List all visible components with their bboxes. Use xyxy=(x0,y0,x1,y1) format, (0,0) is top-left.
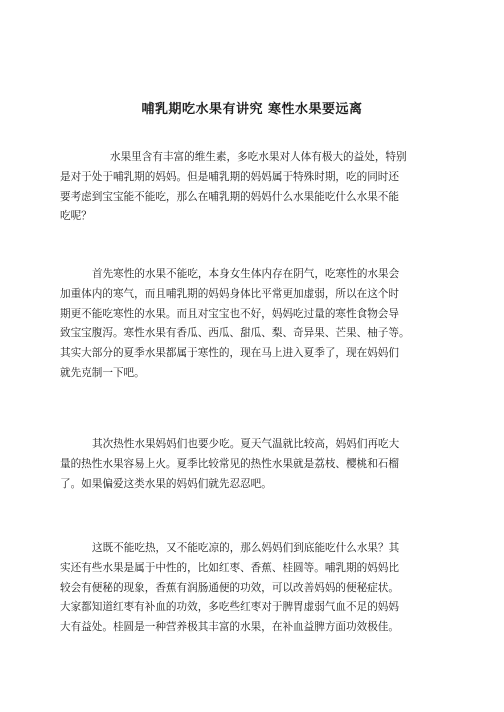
paragraph-line: 大有益处。桂圆是一种营养极其丰富的水果，在补血益脾方面功效极佳。 xyxy=(60,621,399,634)
paragraph-line: 其实大部分的夏季水果都属于寒性的，现在马上进入夏季了，现在妈妈们 xyxy=(60,347,399,360)
paragraph-line: 致宝宝腹泻。寒性水果有香瓜、西瓜、甜瓜、梨、奇异果、芒果、柚子等。 xyxy=(60,327,410,340)
paragraph-1 xyxy=(60,148,448,227)
paragraph-4 xyxy=(60,539,448,638)
paragraph-line: 大家都知道红枣有补血的功效，多吃些红枣对于脾胃虚弱气血不足的妈妈 xyxy=(60,601,399,614)
paragraph-line: 量的热性水果容易上火。夏季比较常见的热性水果就是荔枝、樱桃和石榴 xyxy=(60,457,399,470)
paragraph-line: 要考虑到宝宝能不能吃，那么在哺乳期的妈妈什么水果能吃什么水果不能 xyxy=(60,190,399,203)
paragraph-line: 是对于处于哺乳期的妈妈。但是哺乳期的妈妈属于特殊时期，吃的同时还 xyxy=(60,170,399,183)
document-title: 哺乳期吃水果有讲究 寒性水果要远离 xyxy=(141,102,363,117)
paragraph-line: 吃呢？ xyxy=(60,210,92,223)
paragraph-line: 其次热性水果妈妈们也要少吃。夏天气温就比较高，妈妈们再吃大 xyxy=(92,438,400,450)
paragraph-3 xyxy=(60,435,448,494)
paragraph-line: 期更不能吃寒性的水果。而且对宝宝也不好，妈妈吃过量的寒性食物会导 xyxy=(60,307,399,320)
paragraph-line: 水果里含有丰富的维生素，多吃水果对人体有极大的益处，特别 xyxy=(110,151,407,163)
paragraph-line: 较会有便秘的现象，香蕉有润肠通便的功效，可以改善妈妈的便秘症状。 xyxy=(60,581,399,594)
paragraph-line: 实还有些水果是属于中性的，比如红枣、香蕉、桂圆等。哺乳期的妈妈比 xyxy=(60,561,399,574)
paragraph-2 xyxy=(60,265,448,384)
paragraph-line: 首先寒性的水果不能吃，本身女生体内存在阴气，吃寒性的水果会 xyxy=(92,268,400,280)
paragraph-line: 了。如果偏爱这类水果的妈妈们就先忍忍吧。 xyxy=(60,477,272,490)
paragraph-line: 加重体内的寒气，而且哺乳期的妈妈身体比平常更加虚弱，所以在这个时 xyxy=(60,287,399,300)
paragraph-line: 就先克制一下吧。 xyxy=(60,366,145,379)
paragraph-line: 这既不能吃热，又不能吃凉的，那么妈妈们到底能吃什么水果？其 xyxy=(92,542,400,554)
